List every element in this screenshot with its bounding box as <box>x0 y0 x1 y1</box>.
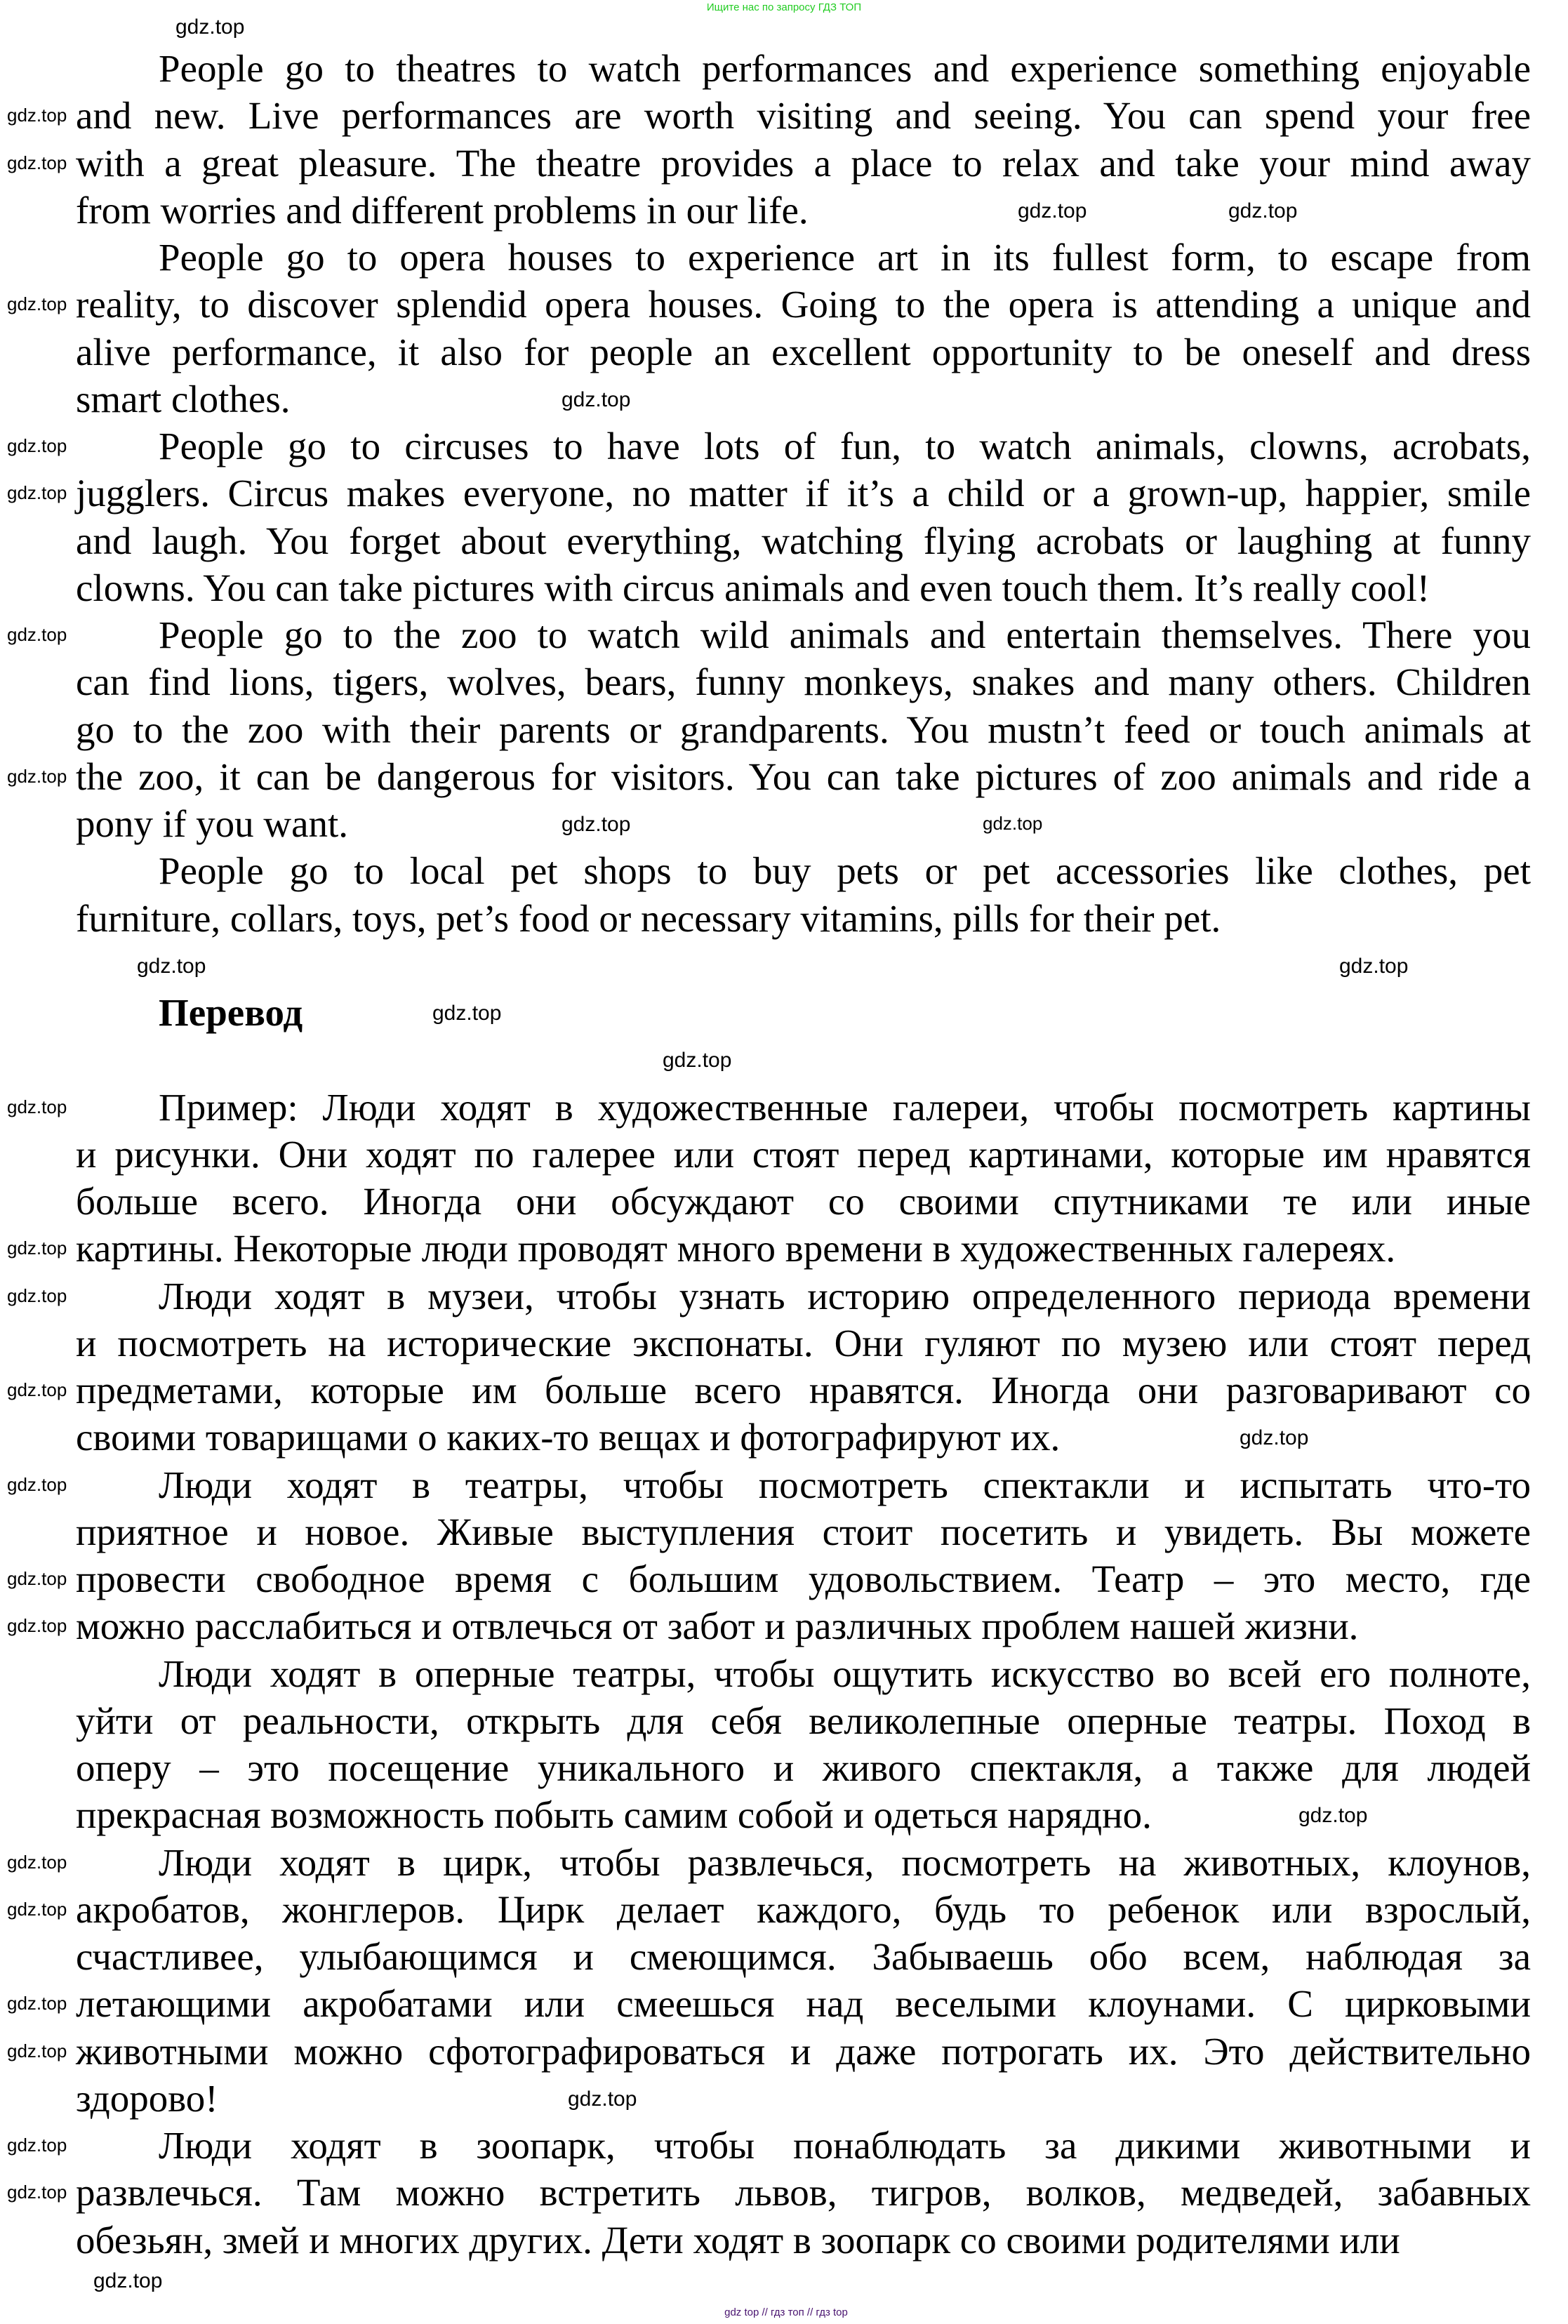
text-line: from worries and different problems in our life. <box>76 188 809 232</box>
watermark: gdz.top <box>7 2134 67 2156</box>
text-line: the zoo, it can be dangerous for visitors. You can take pictures of zoo animals and ride a <box>76 755 1531 798</box>
text-line: предметами, которые им больше всего нравятся. Иногда они разговаривают со <box>76 1369 1531 1412</box>
watermark: gdz.top <box>7 1615 67 1636</box>
watermark: gdz.top <box>7 2182 67 2203</box>
watermark: gdz.top <box>7 1379 67 1400</box>
text-line: People go to theatres to watch performances and experience something enjoyable <box>159 47 1531 90</box>
watermark: gdz.top <box>1240 1426 1309 1449</box>
watermark: gdz.top <box>1018 199 1087 223</box>
text-line: животными можно сфотографироваться и даже потрогать их. Это действительно <box>76 2029 1531 2073</box>
paragraph <box>76 2122 1531 2264</box>
paragraph <box>76 234 1531 423</box>
header-banner[interactable]: Ищите нас по запросу ГДЗ ТОП <box>706 1 862 13</box>
text-line: можно расслабиться и отвлечься от забот и различных проблем нашей жизни. <box>76 1605 1359 1648</box>
text-line: прекрасная возможность побыть самим собой и одеться нарядно. <box>76 1793 1152 1837</box>
watermark: gdz.top <box>7 1568 67 1589</box>
watermark: gdz.top <box>568 2087 637 2111</box>
watermark: gdz.top <box>1339 955 1409 978</box>
text-line: can find lions, tigers, wolves, bears, funny monkeys, snakes and many others. Children <box>76 660 1531 704</box>
text-line: go to the zoo with their parents or grandparents. You mustn’t feed or touch animals at <box>76 708 1531 751</box>
watermark: gdz.top <box>7 1096 67 1117</box>
watermark: gdz.top <box>663 1049 732 1072</box>
paragraph <box>76 1273 1531 1461</box>
text-line: Люди ходят в зоопарк, чтобы понаблюдать за дикими животными и <box>159 2124 1531 2167</box>
paragraph <box>76 45 1531 234</box>
watermark: gdz.top <box>7 1852 67 1873</box>
paragraph <box>76 1084 1531 1273</box>
watermark: gdz.top <box>7 1899 67 1920</box>
text-line: акробатов, жонглеров. Цирк делает каждого, будь то ребенок или взрослый, <box>76 1887 1531 1931</box>
text-line: летающими акробатами или смеешься над веселыми клоунами. С цирковыми <box>76 1982 1531 2026</box>
watermark: gdz.top <box>562 813 631 836</box>
text-line: People go to opera houses to experience art in its fullest form, to escape from <box>159 236 1531 279</box>
text-line: больше всего. Иногда они обсуждают со своими спутниками те или иные <box>76 1180 1531 1223</box>
text-line: pony if you want. <box>76 802 349 845</box>
watermark: gdz.top <box>7 624 67 645</box>
text-line: провести свободное время с большим удовольствием. Театр – это место, где <box>76 1558 1531 1600</box>
text-line: и рисунки. Они ходят по галерее или стоят перед картинами, которые им нравятся <box>76 1132 1531 1176</box>
watermark: gdz.top <box>7 1474 67 1495</box>
watermark: gdz.top <box>7 435 67 456</box>
text-line: reality, to discover splendid opera houses. Going to the opera is attending a unique and <box>76 283 1531 326</box>
watermark: gdz.top <box>7 1237 67 1259</box>
watermark: gdz.top <box>7 2040 67 2061</box>
watermark: gdz.top <box>7 482 67 503</box>
paragraph <box>76 1839 1531 2123</box>
footer-banner[interactable]: gdz top // гдз топ // гдз top <box>724 2306 848 2318</box>
paragraph <box>76 847 1531 942</box>
text-line: Люди ходят в театры, чтобы посмотреть спектакли и испытать что-то <box>159 1463 1531 1506</box>
document-body <box>76 45 1531 2264</box>
watermark: gdz.top <box>1298 1804 1368 1827</box>
text-line: и посмотреть на исторические экспонаты. Они гуляют по музею или стоят перед <box>76 1321 1531 1364</box>
watermark: gdz.top <box>983 813 1043 834</box>
text-line: clowns. You can take pictures with circus animals and even touch them. It’s really cool! <box>76 566 1430 609</box>
text-line: Люди ходят в оперные театры, чтобы ощутить искусство во всей его полноте, <box>159 1652 1531 1695</box>
text-line: jugglers. Circus makes everyone, no matter if it’s a child or a grown-up, happier, smile <box>76 472 1531 515</box>
watermark: gdz.top <box>7 1993 67 2014</box>
translation-heading: Перевод <box>159 991 303 1034</box>
watermark: gdz.top <box>432 1002 502 1025</box>
text-line: and laugh. You forget about everything, watching flying acrobats or laughing at funny <box>76 519 1531 562</box>
english-text <box>76 45 1531 942</box>
watermark: gdz.top <box>7 766 67 787</box>
watermark: gdz.top <box>7 293 67 314</box>
text-line: картины. Некоторые люди проводят много времени в художественных галереях. <box>76 1227 1396 1270</box>
paragraph <box>76 423 1531 611</box>
watermark: gdz.top <box>93 2269 163 2292</box>
watermark: gdz.top <box>7 105 67 126</box>
text-line: приятное и новое. Живые выступления стоит посетить и увидеть. Вы можете <box>76 1510 1531 1553</box>
text-line: Люди ходят в цирк, чтобы развлечься, посмотреть на животных, клоунов, <box>159 1840 1531 1884</box>
text-line: alive performance, it also for people an excellent opportunity to be oneself and dress <box>76 330 1531 373</box>
text-line: smart clothes. <box>76 377 291 420</box>
watermark: gdz.top <box>7 1285 67 1306</box>
text-line: своими товарищами о каких-то вещах и фотографируют их. <box>76 1416 1061 1459</box>
text-line: People go to local pet shops to buy pets or pet accessories like clothes, pet <box>159 849 1531 893</box>
watermark: gdz.top <box>137 955 206 978</box>
text-line: здорово! <box>76 2076 218 2120</box>
watermark: gdz.top <box>562 388 631 411</box>
text-line: People go to the zoo to watch wild animals and entertain themselves. There you <box>159 613 1531 656</box>
text-line: оперу – это посещение уникального и живого спектакля, а также для людей <box>76 1746 1531 1789</box>
text-line: счастливее, улыбающимся и смеющимся. Забываешь обо всем, наблюдая за <box>76 1935 1531 1978</box>
text-line: развлечься. Там можно встретить львов, тигров, волков, медведей, забавных <box>76 2171 1531 2215</box>
text-line: обезьян, змей и многих других. Дети ходят в зоопарк со своими родителями или <box>76 2218 1400 2262</box>
text-line: уйти от реальности, открыть для себя великолепные оперные театры. Поход в <box>76 1699 1531 1742</box>
text-line: People go to circuses to have lots of fun, to watch animals, clowns, acrobats, <box>159 425 1531 467</box>
text-line: furniture, collars, toys, pet’s food or necessary vitamins, pills for their pet. <box>76 896 1221 940</box>
paragraph <box>76 1461 1531 1650</box>
text-line: and new. Live performances are worth visiting and seeing. You can spend your free <box>76 94 1531 138</box>
watermark: gdz.top <box>175 15 245 39</box>
russian-translation <box>76 1084 1531 2264</box>
text-line: Люди ходят в музеи, чтобы узнать историю определенного периода времени <box>159 1274 1531 1317</box>
text-line: with a great pleasure. The theatre provides a place to relax and take your mind away <box>76 141 1531 185</box>
watermark: gdz.top <box>7 152 67 173</box>
paragraph <box>76 611 1531 847</box>
text-line: Пример: Люди ходят в художественные галереи, чтобы посмотреть картины <box>159 1085 1531 1129</box>
watermark: gdz.top <box>1228 199 1298 223</box>
